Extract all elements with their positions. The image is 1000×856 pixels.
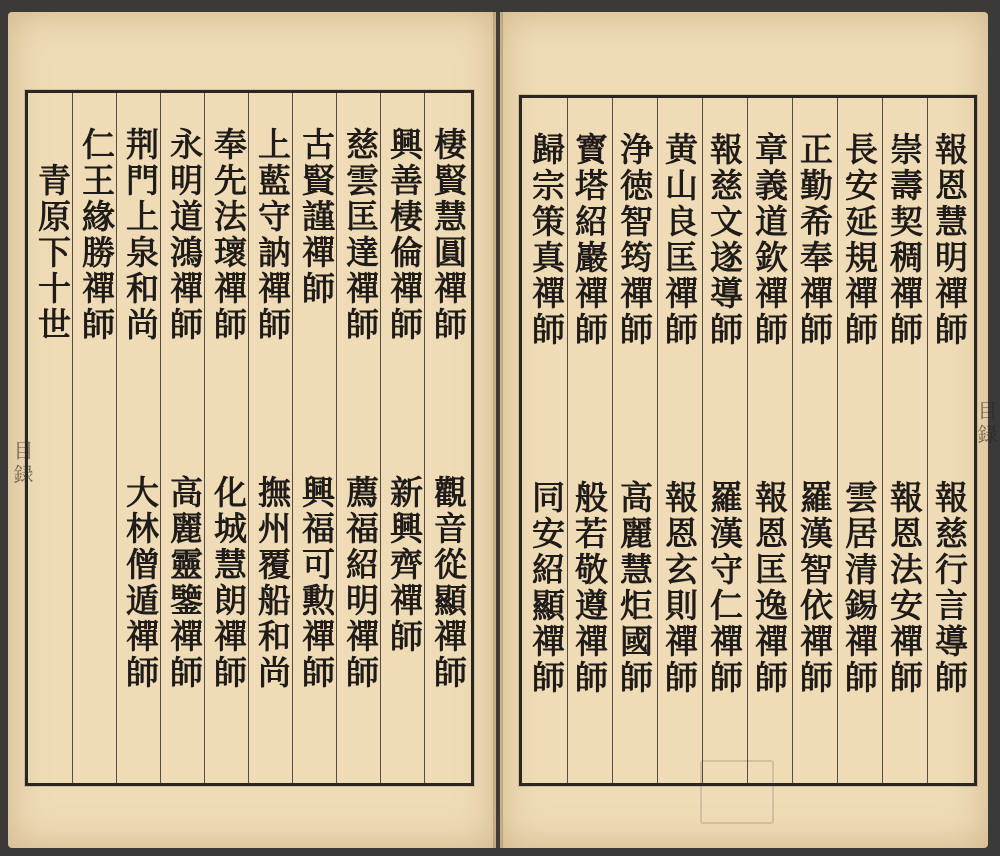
column-rule (424, 93, 425, 783)
right-column-4 (792, 98, 836, 783)
right-column-2 (882, 98, 926, 783)
entry-name: 黄山良匡禪師 (660, 132, 699, 348)
left-text-frame (25, 90, 474, 786)
column-rule (882, 98, 883, 783)
column-rule (837, 98, 838, 783)
entry-name: 薦福紹明禪師 (341, 475, 380, 691)
entry-name: 報恩匡逸禪師 (750, 480, 789, 696)
entry-name: 新興齊禪師 (385, 475, 424, 655)
entry-name: 興善棲倫禪師 (385, 127, 424, 343)
entry-name: 報恩法安禪師 (885, 480, 924, 696)
column-rule (116, 93, 117, 783)
left-column-2 (382, 93, 426, 783)
right-column-7 (657, 98, 701, 783)
right-column-5 (747, 98, 791, 783)
entry-name: 同安紹顯禪師 (527, 480, 566, 696)
column-rule (567, 98, 568, 783)
left-column-1 (426, 93, 470, 783)
entry-name: 報恩玄則禪師 (660, 480, 699, 696)
column-rule (160, 93, 161, 783)
entry-name: 正勤希奉禪師 (795, 132, 834, 348)
column-rule (792, 98, 793, 783)
entry-name: 仁王緣勝禪師 (77, 127, 116, 343)
left-column-7 (162, 93, 206, 783)
entry-name: 報慈行言導師 (930, 480, 969, 696)
entry-name: 大林僧遁禪師 (121, 475, 160, 691)
entry-name: 化城慧朗禪師 (209, 475, 248, 691)
column-rule (612, 98, 613, 783)
entry-name: 羅漢智依禪師 (795, 480, 834, 696)
entry-name: 觀音從顯禪師 (429, 475, 468, 691)
right-spine-label: 目録 (974, 400, 998, 448)
right-text-frame (519, 95, 977, 786)
entry-name: 羅漢守仁禪師 (705, 480, 744, 696)
entry-name: 撫州覆船和尚 (253, 475, 292, 691)
column-rule (747, 98, 748, 783)
left-column-4 (294, 93, 338, 783)
entry-name: 慈雲匡達禪師 (341, 127, 380, 343)
column-rule (336, 93, 337, 783)
column-rule (657, 98, 658, 783)
entry-name: 棲賢慧圓禪師 (429, 127, 468, 343)
left-column-5 (250, 93, 294, 783)
left-column-6 (206, 93, 250, 783)
column-rule (248, 93, 249, 783)
right-column-8 (612, 98, 656, 783)
entry-name: 興福可勲禪師 (297, 475, 336, 691)
entry-name: 雲居清錫禪師 (840, 480, 879, 696)
entry-name: 歸宗策真禪師 (527, 132, 566, 348)
section-heading: 青原下十世 (33, 163, 72, 343)
entry-name: 般若敬遵禪師 (570, 480, 609, 696)
entry-name: 崇壽契稠禪師 (885, 132, 924, 348)
right-column-6 (702, 98, 746, 783)
entry-name: 永明道鴻禪師 (165, 127, 204, 343)
entry-name: 荆門上泉和尚 (121, 127, 160, 343)
column-rule (204, 93, 205, 783)
entry-name: 奉先法瓌禪師 (209, 127, 248, 343)
entry-name: 高麗靈鑒禪師 (165, 475, 204, 691)
entry-name: 報慈文遂導師 (705, 132, 744, 348)
right-column-10 (524, 98, 568, 783)
entry-name: 高麗慧炬國師 (615, 480, 654, 696)
entry-name: 章義道欽禪師 (750, 132, 789, 348)
left-spine-label: 目録 (10, 440, 34, 488)
left-column-3 (338, 93, 382, 783)
right-column-1 (927, 98, 971, 783)
column-rule (380, 93, 381, 783)
right-column-3 (837, 98, 881, 783)
entry-name: 長安延規禪師 (840, 132, 879, 348)
left-column-8 (118, 93, 162, 783)
left-column-9 (30, 143, 74, 833)
entry-name: 浄徳智筠禪師 (615, 132, 654, 348)
entry-name: 上藍守訥禪師 (253, 127, 292, 343)
column-rule (927, 98, 928, 783)
column-rule (702, 98, 703, 783)
column-rule (292, 93, 293, 783)
right-column-9 (567, 98, 611, 783)
column-rule (72, 93, 73, 783)
book-gutter (493, 12, 503, 848)
left-column-10 (74, 93, 118, 783)
entry-name: 報恩慧明禪師 (930, 132, 969, 348)
entry-name: 古賢謹禪師 (297, 127, 336, 307)
entry-name: 寳塔紹巖禪師 (570, 132, 609, 348)
